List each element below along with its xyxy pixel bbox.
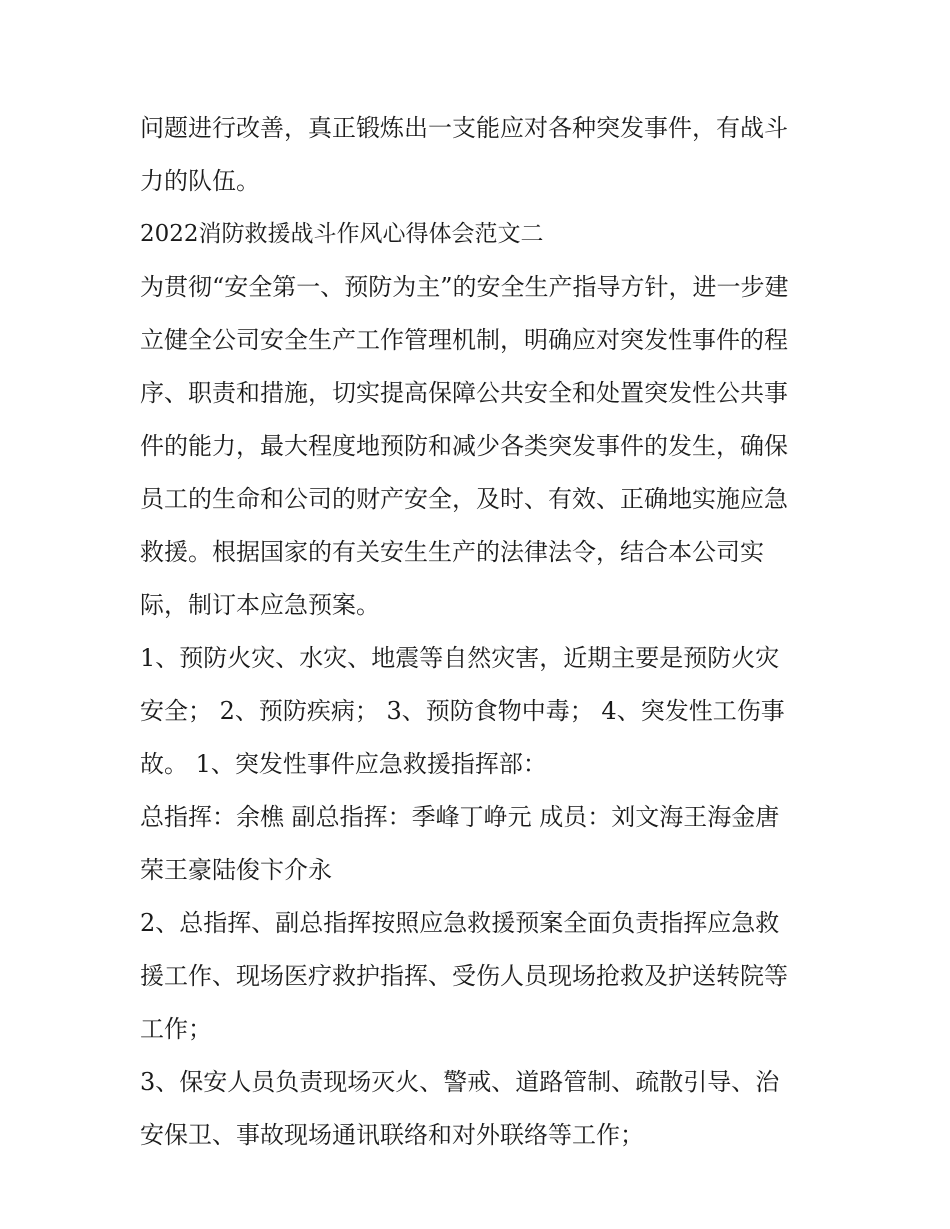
text-line: 2、总指挥、副总指挥按照应急救援预案全面负责指挥应急救 (140, 909, 780, 937)
text-line: 为贯彻“安全第一、预防为主”的安全生产指导方针，进一步建 (140, 273, 789, 301)
text-line: 工作； (140, 1015, 212, 1043)
text-line: 立健全公司安全生产工作管理机制，明确应对突发性事件的程 (140, 326, 788, 354)
section-title: 2022消防救援战斗作风心得体会范文二 (140, 221, 544, 247)
text-line: 3、保安人员负责现场灭火、警戒、道路管制、疏散引导、治 (140, 1068, 780, 1096)
text-line: 故。 1、突发性事件应急救援指挥部： (140, 750, 547, 778)
text-line: 件的能力，最大程度地预防和减少各类突发事件的发生，确保 (140, 432, 788, 460)
text-line: 安保卫、事故现场通讯联络和对外联络等工作； (140, 1121, 644, 1149)
text-line: 荣王豪陆俊卞介永 (140, 856, 332, 884)
text-line: 员工的生命和公司的财产安全，及时、有效、正确地实施应急 (140, 485, 788, 513)
text-line: 问题进行改善，真正锻炼出一支能应对各种突发事件，有战斗 (140, 114, 788, 142)
text-line: 救援。根据国家的有关安生生产的法律法令，结合本公司实 (140, 538, 764, 566)
text-line: 援工作、现场医疗救护指挥、受伤人员现场抢救及护送转院等 (140, 962, 788, 990)
text-line: 际，制订本应急预案。 (140, 591, 380, 619)
text-line: 序、职责和措施，切实提高保障公共安全和处置突发性公共事 (140, 379, 788, 407)
text-line: 1、预防火灾、水灾、地震等自然灾害，近期主要是预防火灾 (140, 644, 780, 672)
document-body (140, 102, 820, 1162)
text-line: 力的队伍。 (140, 167, 260, 195)
text-line: 总指挥：余樵 副总指挥：季峰丁峥元 成员：刘文海王海金唐 (140, 803, 780, 831)
text-line: 安全； 2、预防疾病； 3、预防食物中毒； 4、突发性工伤事 (140, 697, 785, 725)
